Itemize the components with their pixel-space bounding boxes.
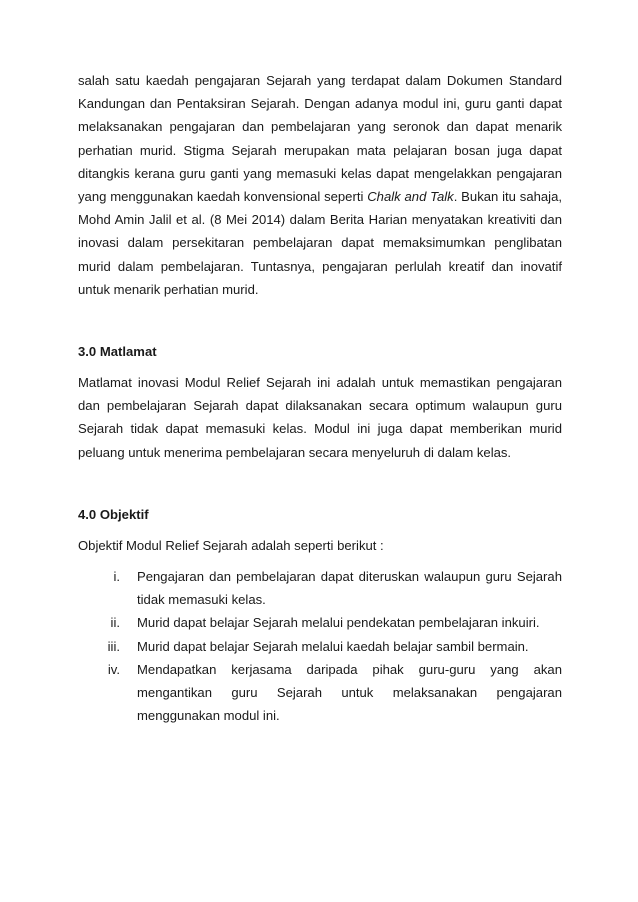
list-item — [78, 635, 562, 658]
list-item-text: Pengajaran dan pembelajaran dapat diteruskan walaupun guru Sejarah tidak memasuki kelas. — [137, 569, 562, 608]
list-item — [78, 611, 562, 634]
list-item — [78, 658, 562, 728]
objektif-intro: Objektif Modul Relief Sejarah adalah seperti berikut : — [78, 537, 384, 553]
list-item-text: Mendapatkan kerjasama daripada pihak guru-guru yang akan mengantikan guru Sejarah untuk melaksanakan pengajaran menggunakan modul ini. — [137, 661, 562, 724]
intro-paragraph — [78, 69, 562, 301]
list-item-number: ii. — [110, 615, 120, 631]
intro-text-end: . Bukan itu sahaja, Mohd Amin Jalil et al. (8 Mei 2014) dalam Berita Harian menyatakan kreativiti dan inovasi dalam persekitaran pembelajaran dapat memaksimumkan penglibatan murid dalam pembelajaran. Tuntasnya, pengajaran perlulah kreatif dan inovatif untuk menarik perhatian murid. — [78, 189, 563, 297]
list-item-number: iii. — [107, 638, 120, 654]
list-item-number: iv. — [107, 661, 120, 677]
intro-italic-term: Chalk and Talk — [367, 189, 454, 205]
list-item-number: i. — [113, 569, 120, 585]
matlamat-paragraph: Matlamat inovasi Modul Relief Sejarah ini adalah untuk memastikan pengajaran dan pembelajaran Sejarah dapat dilaksanakan secara optimum walaupun guru Sejarah tidak dapat memasuki kelas. Modul ini juga dapat memberikan murid peluang untuk menerima pembelajaran secara menyeluruh di dalam kelas. — [78, 375, 562, 460]
section-heading-objektif: 4.0 Objektif — [78, 506, 149, 522]
list-item-text: Murid dapat belajar Sejarah melalui kaedah belajar sambil bermain. — [137, 638, 529, 654]
objectives-list — [78, 565, 562, 727]
section-heading-matlamat: 3.0 Matlamat — [78, 344, 157, 360]
list-item-text: Murid dapat belajar Sejarah melalui pendekatan pembelajaran inkuiri. — [137, 615, 540, 631]
intro-text-start: salah satu kaedah pengajaran Sejarah yang terdapat dalam Dokumen Standard Kandungan dan Pentaksiran Sejarah. Dengan adanya modul ini, guru ganti dapat melaksanakan pengajaran dan pembelajaran yang seronok dan dapat menarik perhatian murid. Stigma Sejarah merupakan mata pelajaran bosan juga dapat ditangkis kerana guru ganti yang memasuki kelas dapat mengelakkan pengajaran yang menggunakan kaedah konvensional seperti — [78, 73, 562, 205]
list-item — [78, 565, 562, 611]
